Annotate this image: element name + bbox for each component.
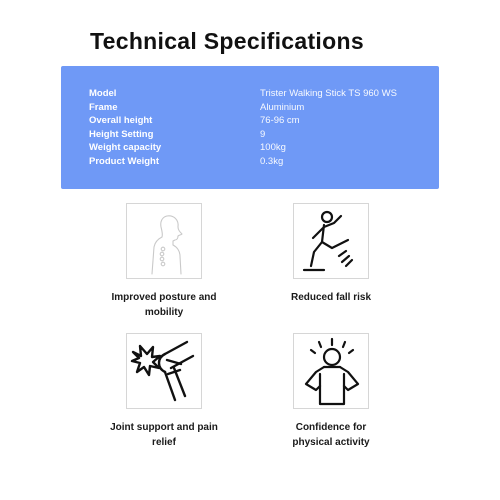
feature-fall-risk-box xyxy=(293,203,369,279)
spec-label: Model xyxy=(89,88,117,99)
knee-joint-pain-icon xyxy=(127,334,203,410)
spec-label: Height Setting xyxy=(89,128,154,140)
specifications-panel xyxy=(61,66,439,189)
spec-label: Product Weight xyxy=(89,155,160,167)
spec-label: Weight capacity xyxy=(89,142,162,153)
caption-line: physical activity xyxy=(292,437,370,448)
caption-line: Confidence for xyxy=(295,422,367,433)
spec-label: Frame xyxy=(89,101,118,113)
feature-fall-risk-caption xyxy=(246,290,416,305)
feature-posture-box xyxy=(126,203,202,279)
caption-line: relief xyxy=(152,437,176,448)
page-title: Technical Specifications xyxy=(90,28,364,54)
feature-joint-support-caption xyxy=(79,420,249,450)
spec-value: 76-96 cm xyxy=(260,115,300,126)
spec-value: 0.3kg xyxy=(260,155,284,167)
feature-posture-caption xyxy=(79,290,249,320)
spec-value: Aluminium xyxy=(260,101,305,113)
slipping-person-icon xyxy=(294,204,370,280)
feature-joint-support-box xyxy=(126,333,202,409)
spec-value: 9 xyxy=(260,128,266,140)
spec-value: 100kg xyxy=(260,142,286,153)
caption-line: Joint support and pain xyxy=(110,422,218,433)
spec-value: Trister Walking Stick TS 960 WS xyxy=(260,88,397,99)
feature-confidence-caption xyxy=(246,420,416,450)
spec-label: Overall height xyxy=(89,115,153,126)
caption-line: Reduced fall risk xyxy=(290,292,372,303)
confident-person-icon xyxy=(294,334,370,410)
posture-figure-icon xyxy=(127,204,203,280)
feature-confidence-box xyxy=(293,333,369,409)
caption-line: mobility xyxy=(144,307,184,318)
caption-line: Improved posture and xyxy=(111,292,217,303)
